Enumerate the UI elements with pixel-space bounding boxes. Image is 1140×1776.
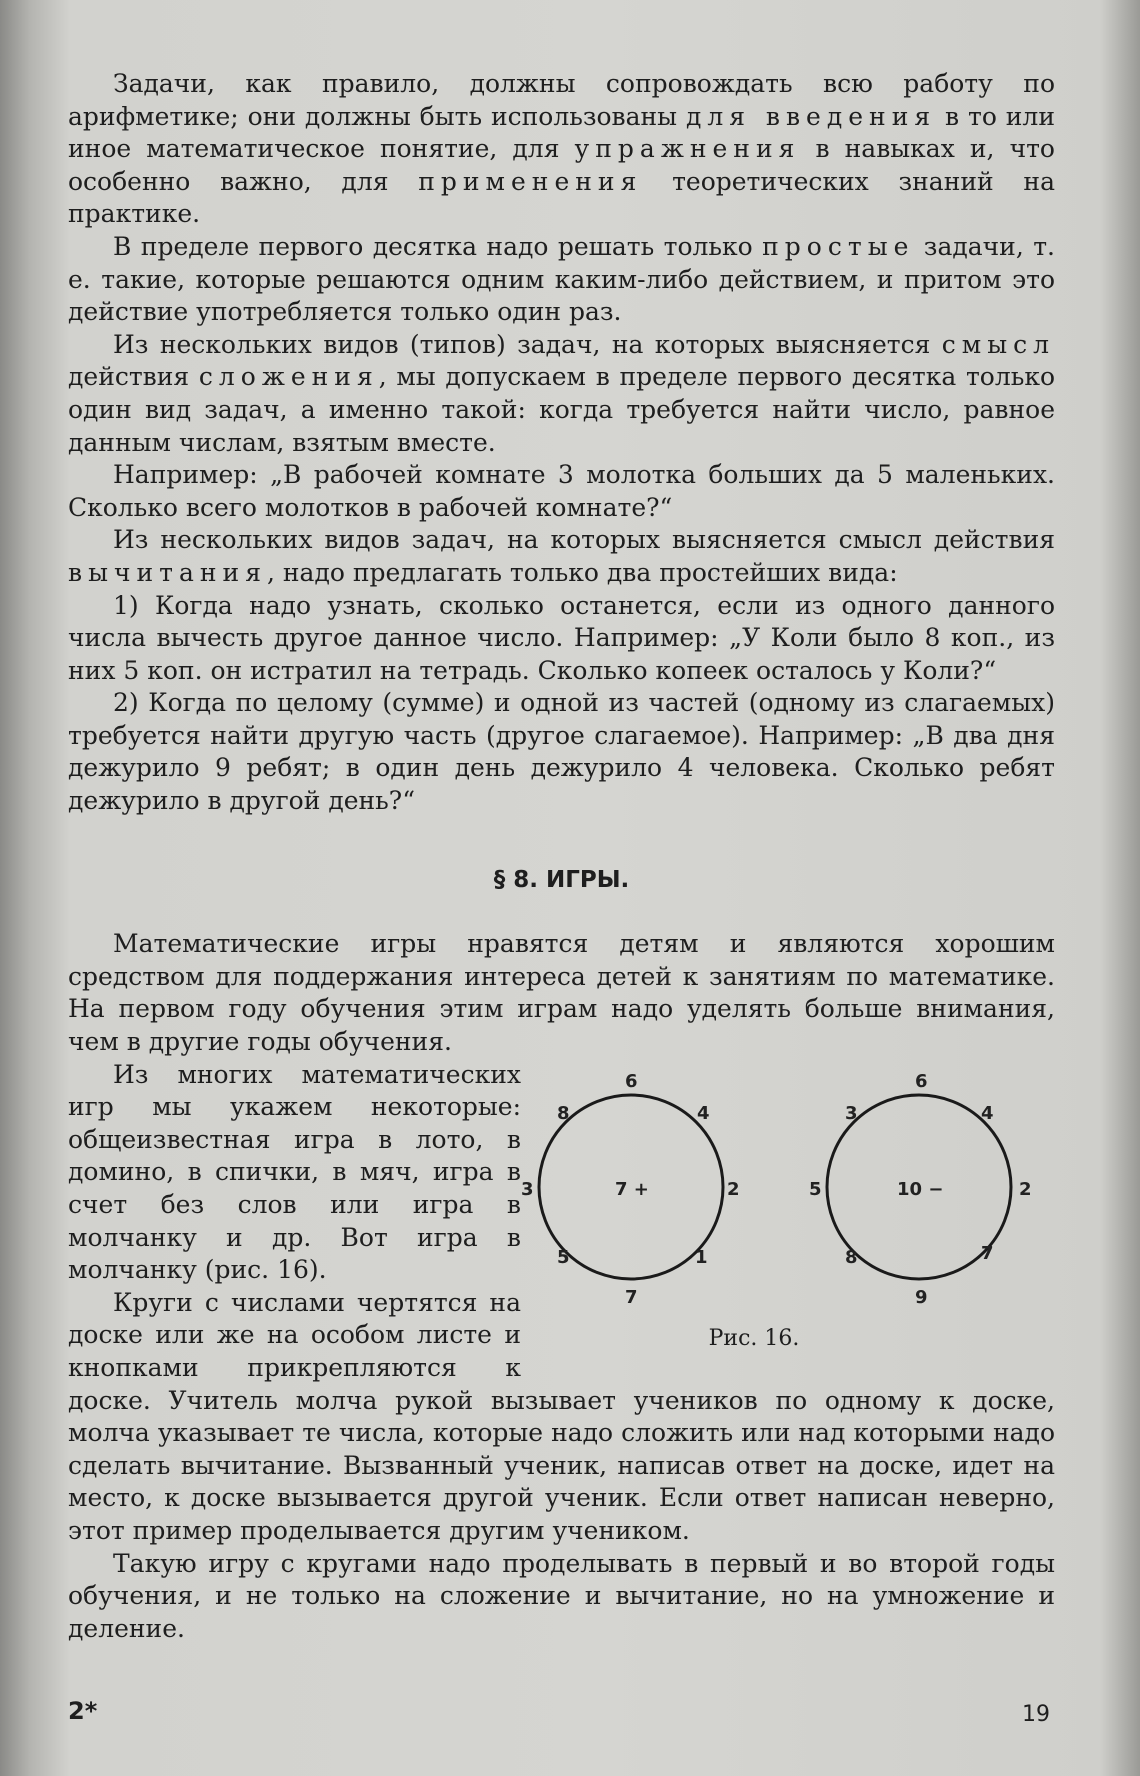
paragraph: 1) Когда надо узнать, сколько останется, если из одного данного числа вычесть другое данное число. Например: „У Коли было 8 коп., из них 5 коп. он истратил на тетрадь. Сколько копеек осталось у Коли?“ [68, 590, 1055, 685]
spaced-emphasis: для введения [685, 101, 937, 131]
circle1-number: 4 [697, 1102, 710, 1124]
text-run: , мы допускаем в пределе первого десятка только один вид задач, а именно такой: когда требуется найти число, равное данным числам, взятым вместе. [68, 362, 1055, 457]
circle2-number: 5 [809, 1178, 822, 1200]
circle2-number: 8 [845, 1246, 858, 1268]
circle1-number: 6 [625, 1070, 638, 1092]
text-run: действия [68, 362, 199, 392]
text-run: теоретических знаний на практике. [68, 166, 1055, 229]
figure-caption: Рис. 16. [708, 1325, 800, 1351]
paragraph: Из многих математических игр мы укажем некоторые: общеизвестная игра в лото, в домино, в спички, в мяч, игра в счет без слов или игра в молчанку и др. Вот игра в молчанку (рис. 16). [68, 1059, 521, 1285]
circle1-number: 8 [557, 1102, 570, 1124]
circle2-number: 2 [1019, 1178, 1032, 1200]
text-run: Из нескольких видов (типов) задач, на которых выясняется [113, 329, 942, 359]
spaced-emphasis: смысл [941, 329, 1055, 359]
circle2-number: 4 [981, 1102, 994, 1124]
circle1-number: 2 [727, 1178, 740, 1200]
paragraph: Математические игры нравятся детям и являются хорошим средством для поддержания интереса детей к занятиям по математике. На первом году обучения этим играм надо уделять больше внимания, чем в другие годы обучения. [68, 929, 1055, 1057]
circle1-number: 3 [521, 1178, 534, 1200]
circle2-operation: 10 − [897, 1178, 944, 1200]
paragraph [68, 329, 1055, 459]
spaced-emphasis: простые [762, 231, 915, 261]
circle1-operation: 7 + [615, 1178, 649, 1200]
circle1-number: 1 [695, 1246, 708, 1268]
paragraph: 2) Когда по целому (сумме) и одной из частей (одному из слагаемых) требуется найти другую часть (другое слагаемое). Например: „В два дня дежурило 9 ребят; в один день дежурило 4 человека. Сколько ребят дежурило в другой день?“ [68, 688, 1055, 816]
text-run: В пределе первого десятка надо решать только [113, 231, 763, 261]
figure-16 [521, 1063, 1055, 1373]
paragraph [68, 231, 1055, 329]
text-run: задачи, т. е. такие, которые решаются одним каким-либо действием, и притом это действие употребляется только один раз. [68, 231, 1055, 327]
circle2-number: 6 [915, 1070, 928, 1092]
paragraph [68, 524, 1055, 589]
text-column [68, 68, 1055, 1645]
spaced-emphasis: вычитания [68, 557, 267, 587]
spaced-emphasis: упражнения [574, 134, 801, 164]
circle1-number: 7 [625, 1286, 638, 1308]
text-run: , надо предлагать только два простейших вида: [267, 557, 898, 587]
paragraph: Круги с числами чертятся на доске или же на особом листе и кнопками прикрепляются к доске. Учитель молча рукой вызывает учеников по одному к доске, молча указывает те числа, которые надо сложить или над которыми надо сделать вычитание. Вызванный ученик, написав ответ на доске, идет на место, к доске вызывается другой ученик. Если ответ написан неверно, этот пример проделывается другим учеником. [68, 1287, 1055, 1545]
page-number: 19 [1022, 1702, 1050, 1727]
paragraph: Такую игру с кругами надо проделывать в первый и во второй годы обучения, и не только на сложение и вычитание, но на умножение и деление. [68, 1548, 1055, 1643]
circle1-number: 5 [557, 1246, 570, 1268]
number-circles [521, 1063, 1055, 1323]
text-run: Задачи, как правило, должны сопровождать всю работу по арифметике; они должны быть использованы [68, 69, 1055, 131]
text-run: в навыках и, что особенно важно, для [68, 134, 1055, 196]
signature-mark: 2* [68, 1697, 98, 1725]
section-heading: § 8. ИГРЫ. [493, 866, 630, 893]
paragraph [68, 68, 1055, 231]
spaced-emphasis: сложения [198, 362, 379, 392]
circle2-number: 7 [981, 1242, 994, 1264]
circle2-number: 3 [845, 1102, 858, 1124]
text-run: в то или иное математическое понятие, для [68, 101, 1055, 164]
text-run: Из нескольких видов задач, на которых выясняется смысл действия [113, 525, 1055, 555]
spaced-emphasis: применения [418, 166, 643, 196]
circle2-number: 9 [915, 1286, 928, 1308]
paragraph: Например: „В рабочей комнате 3 молотка больших да 5 маленьких. Сколько всего молотков в рабочей комнате?“ [68, 460, 1055, 522]
